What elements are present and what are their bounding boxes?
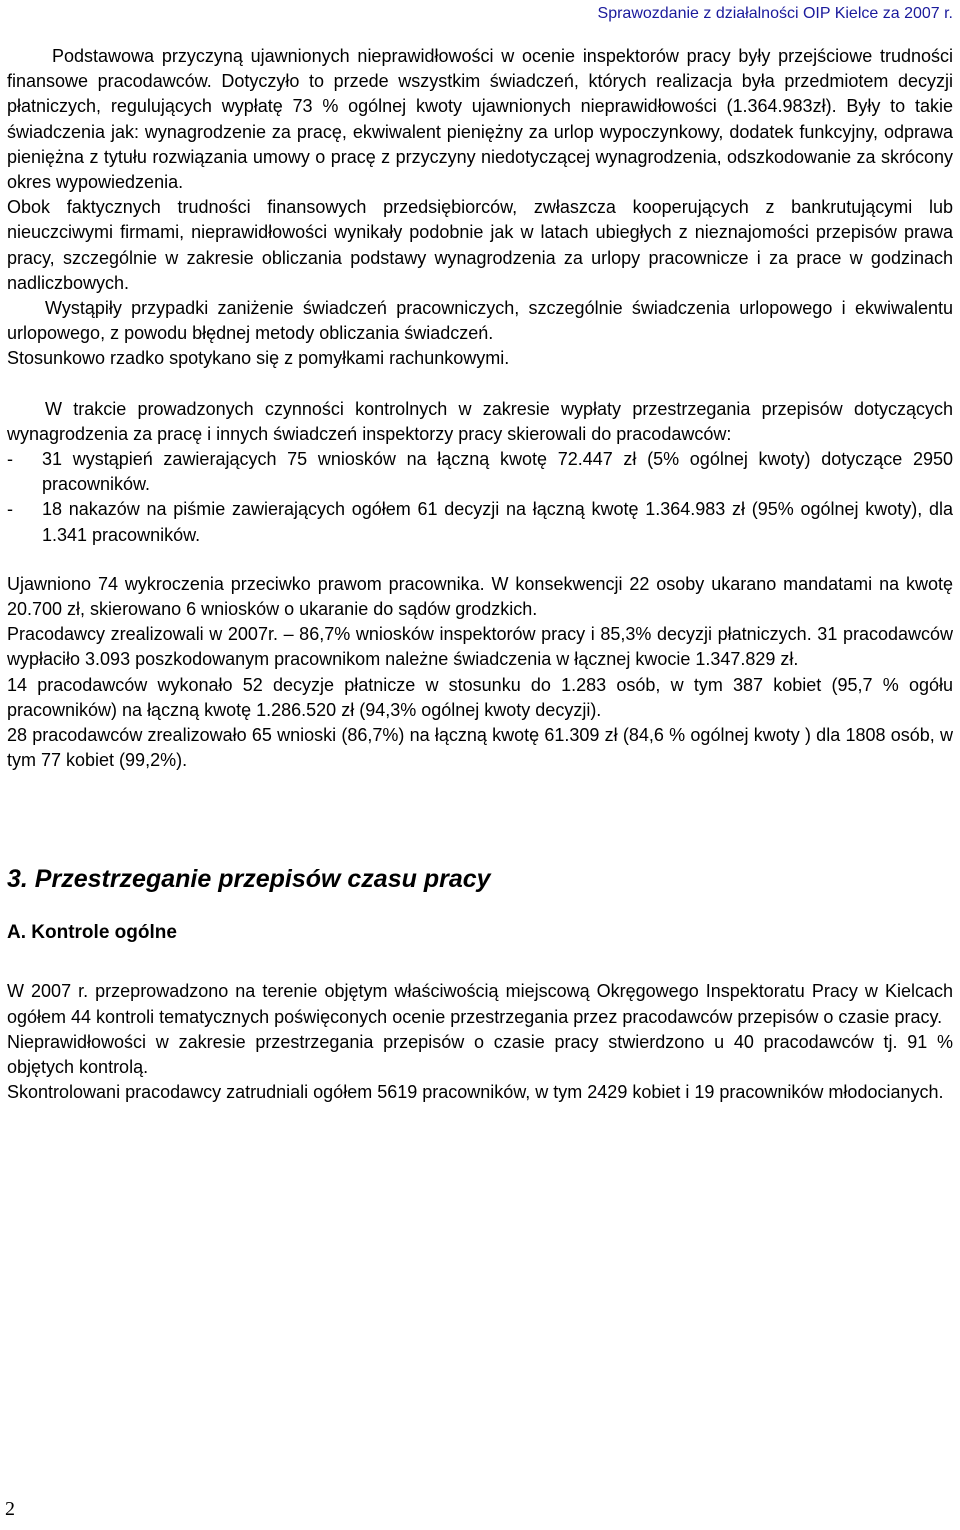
- list-item: [7, 497, 953, 547]
- list-item-text: 18 nakazów na piśmie zawierających ogółem 61 decyzji na łączną kwotę 1.364.983 zł (95% ogólnej kwoty), dla 1.341 pracowników.: [42, 499, 953, 545]
- paragraph-motions: 28 pracodawców zrealizowało 65 wnioski (86,7%) na łączną kwotę 61.309 zł (84,6 % ogólnej kwoty ) dla 1808 osób, w tym 77 kobiet (99,2%).: [7, 725, 953, 771]
- paragraph-employees: Skontrolowani pracodawcy zatrudniali ogółem 5619 pracowników, w tym 2429 kobiet i 19 pracowników młodocianych.: [7, 1082, 944, 1103]
- paragraph-payment-decisions: 14 pracodawców wykonało 52 decyzje płatnicze w stosunku do 1.283 osób, w tym 387 kobiet (95,7 % ogółu pracowników) na łączną kwotę 1.286.520 zł (94,3% ogólnej kwoty decyzji).: [7, 674, 953, 720]
- measures-list: [7, 447, 953, 548]
- paragraph-underpayments: Wystąpiły przypadki zaniżenie świadczeń pracowniczych, szczególnie świadczenia urlopowego i ekwiwalentu urlopowego, z powodu błędnej metody obliczania świadczeń.: [7, 298, 953, 344]
- list-item-text: 31 wystąpień zawierających 75 wniosków na łączną kwotę 72.447 zł (5% ogólnej kwoty) dotyczące 2950 pracowników.: [42, 449, 953, 495]
- paragraph-inspection-actions: W trakcie prowadzonych czynności kontrolnych w zakresie wypłaty przestrzegania przepisów dotyczących wynagrodzenia za pracę i innych świadczeń inspektorzy pracy skierowali do pracodawców:: [7, 398, 953, 444]
- paragraph-financial-difficulties: Obok faktycznych trudności finansowych przedsiębiorców, zwłaszcza kooperujących z bankrutującymi lub nieuczciwymi firmami, nieprawidłowości wynikały podobnie jak w latach ubiegłych z nieznajomości przepisów prawa pracy, szczególnie w zakresie obliczania podstawy wynagrodzenia za urlopy pracownicze i za prace w godzinach nadliczbowych.: [7, 197, 953, 293]
- paragraph-inspections-count: W 2007 r. przeprowadzono na terenie objętym właściwością miejscową Okręgowego Inspektoratu Pracy w Kielcach ogółem 44 kontroli tematycznych poświęconych ocenie przestrzegania przez pracodawców przepisów o czasie pracy.: [7, 981, 953, 1027]
- document-body: [7, 44, 953, 1106]
- list-dash: -: [7, 499, 13, 520]
- running-header: Sprawozdanie z działalności OIP Kielce za 2007 r.: [597, 5, 953, 22]
- paragraph-offences: Ujawniono 74 wykroczenia przeciwko prawom pracownika. W konsekwencji 22 osoby ukarano mandatami na kwotę 20.700 zł, skierowano 6 wniosków o ukaranie do sądów grodzkich.: [7, 573, 953, 620]
- list-dash: -: [7, 449, 13, 470]
- section-subheading: A. Kontrole ogólne: [7, 922, 177, 944]
- paragraph-irregularities: Nieprawidłowości w zakresie przestrzegania przepisów o czasie pracy stwierdzono u 40 pracodawców tj. 91 % objętych kontrolą.: [7, 1031, 953, 1078]
- page-number: 2: [5, 1498, 15, 1520]
- paragraph-calculation-errors: Stosunkowo rzadko spotykano się z pomyłkami rachunkowymi.: [7, 348, 510, 369]
- section-heading: 3. Przestrzeganie przepisów czasu pracy: [7, 865, 491, 894]
- list-item: [7, 447, 953, 497]
- paragraph-causes: Podstawowa przyczyną ujawnionych nieprawidłowości w ocenie inspektorów pracy były przejściowe trudności finansowe pracodawców. Dotyczyło to przede wszystkim świadczeń, których realizacja była przedmiotem decyzji płatniczych, regulujących wypłatę 73 % ogólnej kwoty ujawnionych nieprawidłowości (1.364.983zł). Były to takie świadczenia jak: wynagrodzenie za pracę, ekwiwalent pieniężny za urlop wypoczynkowy, dodatek funkcyjny, odprawa pieniężna z tytułu rozwiązania umowy o pracę z przyczyny niedotyczącej wynagrodzenia, odszkodowanie za skrócony okres wypowiedzenia.: [7, 46, 953, 193]
- paragraph-realization: Pracodawcy zrealizowali w 2007r. – 86,7% wniosków inspektorów pracy i 85,3% decyzji płatniczych. 31 pracodawców wypłaciło 3.093 poszkodowanym pracownikom należne świadczenia w łącznej kwocie 1.347.829 zł.: [7, 624, 953, 670]
